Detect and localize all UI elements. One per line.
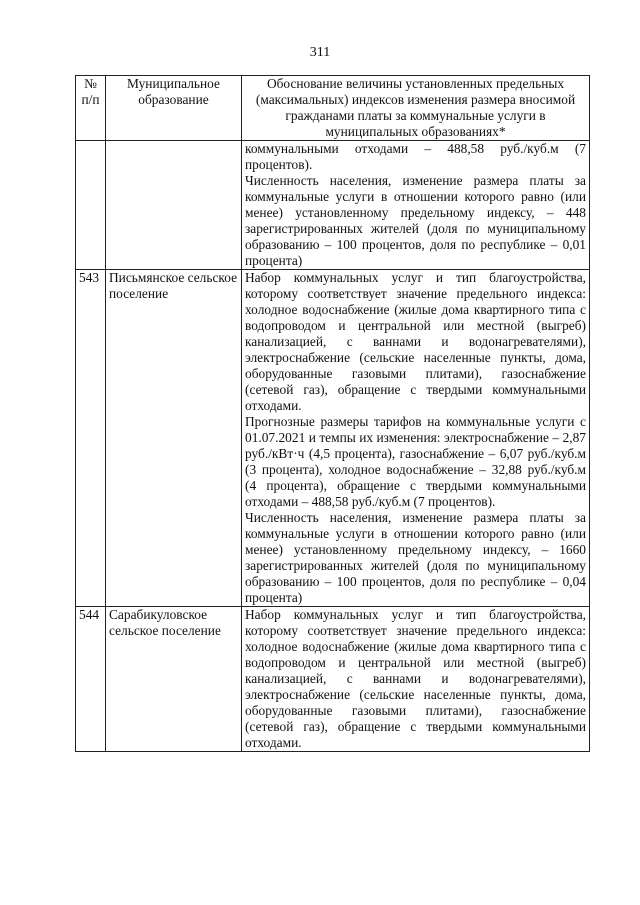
paragraph: Численность населения, изменение размера платы за коммунальные услуги в отношении которого равно (или менее) установленному предельному индексу, – 1660 зарегистрированных жителей (доля по муниципальному образованию – 100 процентов, доля по республике – 0,04 процента) <box>245 510 586 605</box>
header-justification: Обоснование величины установленных предельных (максимальных) индексов изменения размера вносимой гражданами платы за коммунальные услуги в муниципальных образованиях* <box>242 76 590 141</box>
table-header-row <box>76 76 590 141</box>
cell-num <box>76 141 106 270</box>
page-number: 311 <box>309 45 331 60</box>
cell-justification <box>242 270 590 607</box>
cell-num: 544 <box>76 607 106 752</box>
table-row <box>76 607 590 752</box>
header-municipality: Муниципальное образование <box>106 76 242 141</box>
cell-justification <box>242 141 590 270</box>
cell-municipality <box>106 141 242 270</box>
header-num: № п/п <box>76 76 106 141</box>
paragraph: Численность населения, изменение размера платы за коммунальные услуги в отношении которого равно (или менее) установленному предельному индексу, – 448 зарегистрированных жителей (доля по муниципальному образованию – 100 процентов, доля по республике – 0,01 процента) <box>245 173 586 268</box>
paragraph: коммунальными отходами – 488,58 руб./куб.м (7 процентов). <box>245 141 586 172</box>
cell-municipality: Сарабикуловское сельское поселение <box>106 607 242 752</box>
table-row <box>76 270 590 607</box>
paragraph: Набор коммунальных услуг и тип благоустройства, которому соответствует значение предельного индекса: холодное водоснабжение (жилые дома квартирного типа с водопроводом и центральной или местной (выгреб) канализацией, с ваннами и водонагревателями), электроснабжение (сельские населенные пункты, дома, оборудованные газовыми плитами), газоснабжение (сетевой газ), обращение с твердыми коммунальными отходами. <box>245 270 586 413</box>
table-row-continuation <box>76 141 590 270</box>
cell-justification <box>242 607 590 752</box>
cell-num: 543 <box>76 270 106 607</box>
cell-municipality: Письмянское сельское поселение <box>106 270 242 607</box>
paragraph: Набор коммунальных услуг и тип благоустройства, которому соответствует значение предельного индекса: холодное водоснабжение (жилые дома квартирного типа с водопроводом и центральной или местной (выгреб) канализацией, с ваннами и водонагревателями), электроснабжение (сельские населенные пункты, дома, оборудованные газовыми плитами), газоснабжение (сетевой газ), обращение с твердыми коммунальными отходами. <box>245 607 586 750</box>
tariff-index-table <box>75 75 590 752</box>
paragraph: Прогнозные размеры тарифов на коммунальные услуги с 01.07.2021 и темпы их изменения: электроснабжение – 2,87 руб./кВт·ч (4,5 процента), газоснабжение – 6,07 руб./куб.м (3 процента), холодное водоснабжение – 32,88 руб./куб.м (4 процента), обращение с твердыми коммунальными отходами – 488,58 руб./куб.м (7 процентов). <box>245 414 586 509</box>
